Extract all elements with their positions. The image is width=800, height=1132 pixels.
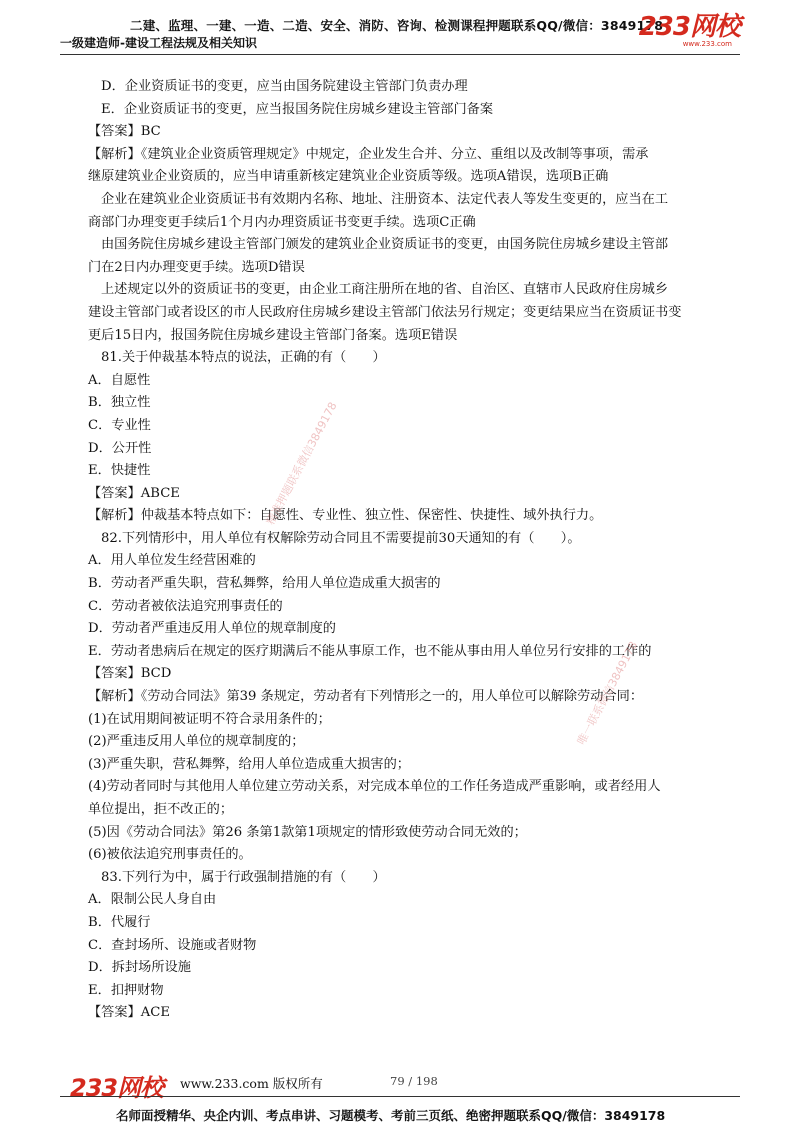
footer-copyright: www.233.com 版权所有	[180, 1076, 323, 1091]
text-line: 由国务院住房城乡建设主管部门颁发的建筑业企业资质证书的变更，由国务院住房城乡建设主管部	[101, 237, 669, 253]
text-line: (6)被依法追究刑事责任的。	[88, 847, 252, 863]
option-line: D．公开性	[88, 440, 152, 456]
analysis-line: 【解析】《劳动合同法》第39 条规定，劳动者有下列情形之一的，用人单位可以解除劳动合同：	[88, 689, 644, 705]
text-line: (1)在试用期间被证明不符合录用条件的；	[88, 711, 331, 727]
text-line: 门在2日内办理变更手续。选项D错误	[88, 259, 305, 275]
text-line: D．企业资质证书的变更，应当由国务院建设主管部门负责办理	[101, 79, 468, 94]
question-line: 83.下列行为中，属于行政强制措施的有（ ）	[101, 869, 386, 885]
page-footer	[60, 1066, 740, 1126]
answer-line: 【答案】BC	[88, 124, 161, 140]
option-line: D．劳动者严重违反用人单位的规章制度的	[88, 621, 336, 637]
analysis-line: 【解析】《建筑业企业资质管理规定》中规定，企业发生合并、分立、重组以及改制等事项，需承	[88, 146, 649, 162]
watermark-text: 精准押题联系微信3849178	[263, 399, 340, 528]
text-line: (3)严重失职，营私舞弊，给用人单位造成重大损害的；	[88, 756, 410, 772]
footer-logo: 233网校	[70, 1074, 164, 1102]
text-line: (4)劳动者同时与其他用人单位建立劳动关系，对完成本单位的工作任务造成严重影响，或者经用人	[88, 779, 661, 795]
text-line: 单位提出，拒不改正的；	[88, 802, 234, 817]
footer-contact-line: 名师面授精华、央企内训、考点串讲、习题模考、考前三页纸、绝密押题联系QQ/微信：3849178	[116, 1108, 666, 1123]
answer-line: 【答案】ACE	[88, 1005, 170, 1021]
watermark-text: 唯一联系微信3849178	[574, 639, 641, 748]
answer-line: 【答案】BCD	[88, 666, 172, 682]
header-subject: 一级建造师-建设工程法规及相关知识	[60, 36, 257, 50]
page-header	[60, 10, 740, 56]
header-logo-url: www.233.com	[682, 40, 732, 48]
question-line: 81.关于仲裁基本特点的说法，正确的有（ ）	[101, 350, 386, 366]
text-line: 更后15日内，报国务院住房城乡建设主管部门备案。选项E错误	[88, 327, 458, 343]
question-line: 82.下列情形中，用人单位有权解除劳动合同且不需要提前30天通知的有（ ）。	[101, 530, 581, 546]
option-line: A．限制公民人身自由	[88, 892, 217, 908]
analysis-line: 【解析】仲裁基本特点如下：自愿性、专业性、独立性、保密性、快捷性、域外执行力。	[88, 508, 603, 524]
option-line: A．用人单位发生经营困难的	[88, 553, 256, 569]
document-body	[88, 76, 748, 1025]
header-logo: 233网校	[638, 12, 740, 42]
text-line: (2)严重违反用人单位的规章制度的；	[88, 734, 305, 750]
option-line: E．劳动者患病后在规定的医疗期满后不能从事原工作，也不能从事由用人单位另行安排的工作的	[88, 643, 652, 659]
option-line: E．快捷性	[88, 463, 151, 479]
text-line: E．企业资质证书的变更，应当报国务院住房城乡建设主管部门备案	[101, 101, 494, 117]
text-line: (5)因《劳动合同法》第26 条第1款第1项规定的情形致使劳动合同无效的；	[88, 824, 527, 840]
text-line: 商部门办理变更手续后1个月内办理资质证书变更手续。选项C正确	[88, 214, 476, 230]
option-line: B．劳动者严重失职，营私舞弊，给用人单位造成重大损害的	[88, 576, 441, 592]
text-line: 上述规定以外的资质证书的变更，由企业工商注册所在地的省、自治区、直辖市人民政府住房城乡	[101, 282, 669, 298]
text-line: 继原建筑业企业资质的，应当申请重新核定建筑业企业资质等级。选项A错误，选项B正确	[88, 169, 609, 185]
option-line: E．扣押财物	[88, 982, 164, 998]
page-number: 79 / 198	[390, 1074, 438, 1088]
answer-line: 【答案】ABCE	[88, 485, 180, 501]
option-line: A．自愿性	[88, 372, 151, 388]
option-line: C．专业性	[88, 417, 151, 433]
option-line: C．劳动者被依法追究刑事责任的	[88, 598, 283, 614]
header-contact-line: 二建、监理、一建、一造、二造、安全、消防、咨询、检测课程押题联系QQ/微信：3849178	[130, 18, 664, 33]
text-line: 企业在建筑业企业资质证书有效期内名称、地址、注册资本、法定代表人等发生变更的，应当在工	[101, 191, 669, 207]
option-line: B．代履行	[88, 914, 151, 930]
text-line: 建设主管部门或者设区的市人民政府住房城乡建设主管部门依法另行规定；变更结果应当在资质证书变	[88, 304, 682, 320]
header-divider	[60, 54, 740, 55]
option-line: D．拆封场所设施	[88, 960, 191, 976]
footer-divider	[60, 1096, 740, 1097]
option-line: B．独立性	[88, 395, 151, 411]
option-line: C．查封场所、设施或者财物	[88, 937, 257, 953]
